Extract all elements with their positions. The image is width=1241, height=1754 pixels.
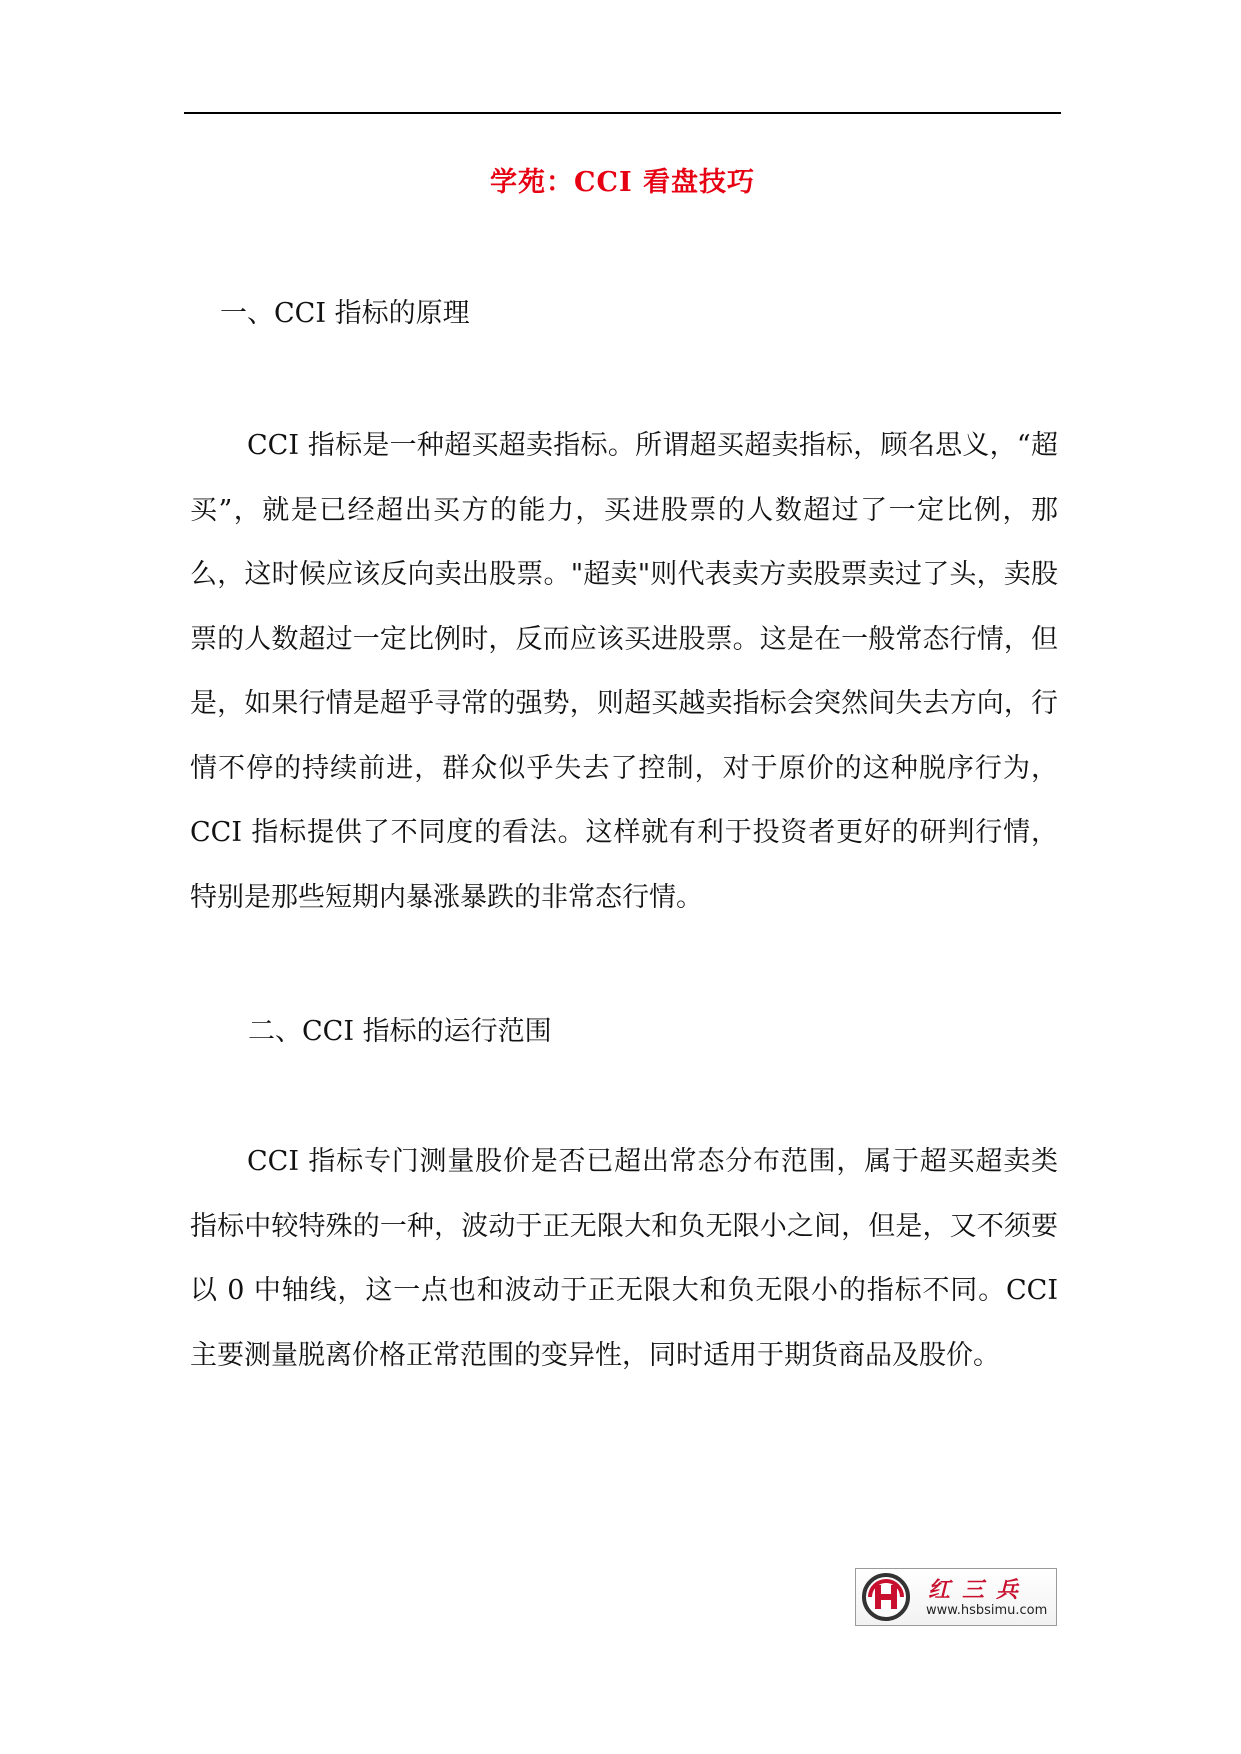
footer-logo <box>855 1568 1057 1626</box>
hsb-logo-icon <box>862 1573 910 1621</box>
section-paragraph-principle: CCI 指标是一种超买超卖指标。所谓超买超卖指标，顾名思义，“超买”，就是已经超出买方的能力，买进股票的人数超过了一定比例，那么，这时候应该反向卖出股票。"超卖"则代表卖方卖股票卖过了头，卖股票的人数超过一定比例时，反而应该买进股票。这是在一般常态行情，但是，如果行情是超乎寻常的强势，则超买越卖指标会突然间失去方向，行情不停的持续前进，群众似乎失去了控制，对于原价的这种脱序行为，CCI 指标提供了不同度的看法。这样就有利于投资者更好的研判行情，特别是那些短期内暴涨暴跌的非常态行情。 <box>190 430 1058 913</box>
logo-url: www.hsbsimu.com <box>926 1603 1048 1618</box>
document-title: 学苑：CCI 看盘技巧 <box>489 167 755 198</box>
section-heading-range: 二、CCI 指标的运行范围 <box>248 1016 552 1047</box>
logo-brand-name: 红三兵 <box>928 1577 1031 1603</box>
header-rule <box>184 112 1061 114</box>
section-heading-principle: 一、CCI 指标的原理 <box>220 298 470 329</box>
section-paragraph-range: CCI 指标专门测量股价是否已超出常态分布范围，属于超买超卖类指标中较特殊的一种，波动于正无限大和负无限小之间，但是，又不须要以 0 中轴线，这一点也和波动于正无限大和负无限小的指标不同。CCI 主要测量脱离价格正常范围的变异性，同时适用于期货商品及股价。 <box>190 1146 1058 1371</box>
